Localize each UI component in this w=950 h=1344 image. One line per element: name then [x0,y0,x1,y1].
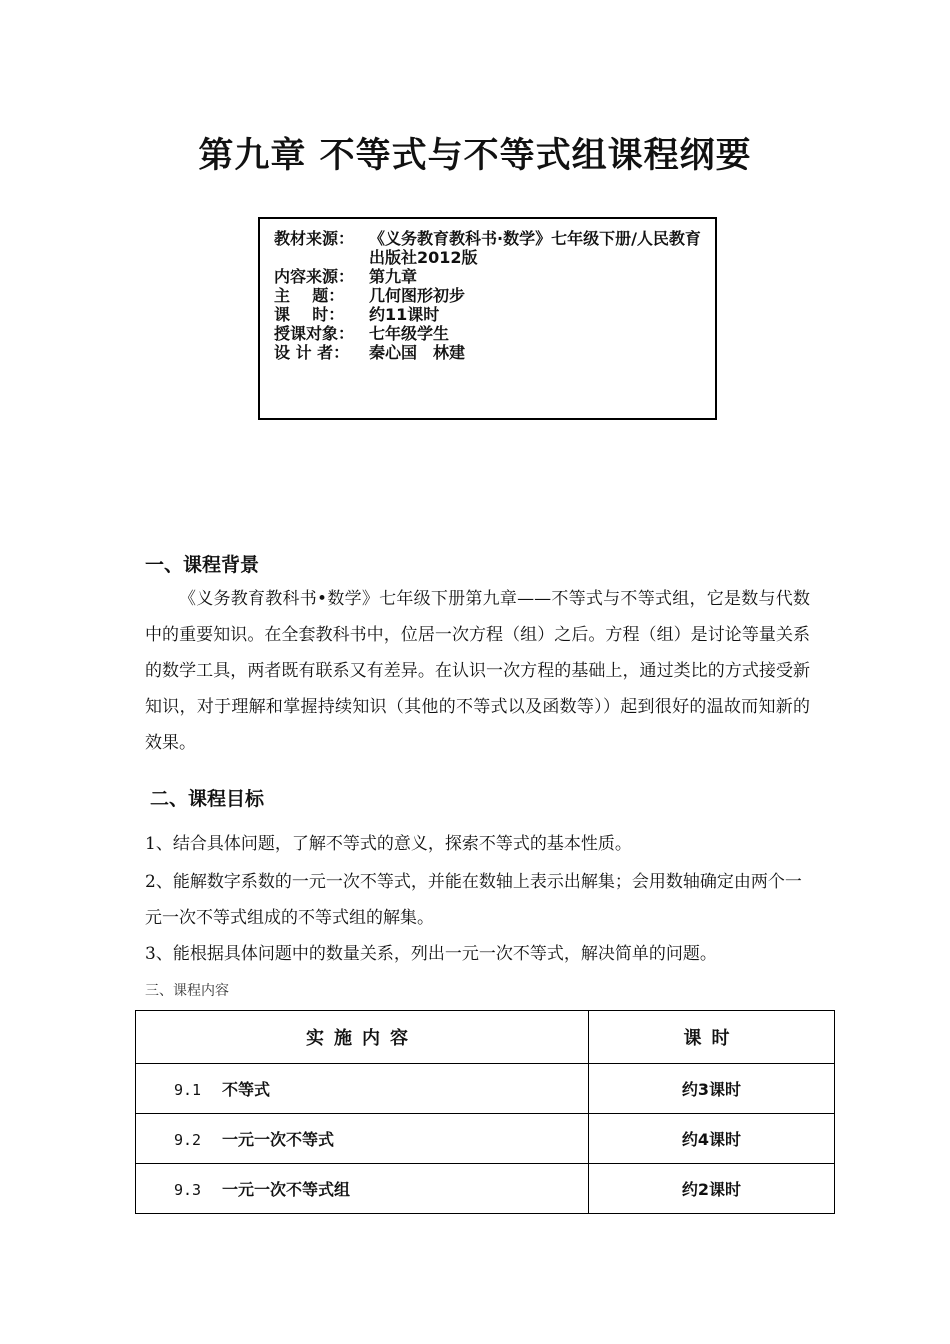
background-paragraph: 《义务教育教科书•数学》七年级下册第九章——不等式与不等式组，它是数与代数中的重要知识。在全套教科书中，位居一次方程（组）之后。方程（组）是讨论等量关系的数学工具，两者既有联系又有差异。在认识一次方程的基础上，通过类比的方式接受新知识，对于理解和掌握持续知识（其他的不等式以及函数等））起到很好的温故而知新的效果。 [145,589,810,753]
goal-item: 2、能解数字系数的一元一次不等式，并能在数轴上表示出解集；会用数轴确定由两个一元一次不等式组成的不等式组的解集。 [145,872,802,928]
info-row-hours [274,305,701,324]
section-name: 一元一次不等式 [222,1130,335,1149]
section-number: 9.3 [174,1181,202,1199]
section-name: 一元一次不等式组 [222,1180,351,1199]
info-key: 内容来源： [274,267,355,286]
info-value: 第九章 [369,267,418,286]
header-hours: 课时 [589,1011,835,1064]
info-row-topic [274,286,701,305]
table-row [136,1064,835,1114]
info-row-content-source [274,267,701,286]
info-value: 几何图形初步 [369,286,466,305]
info-key: 授课对象： [274,324,355,343]
content-table [135,1010,835,1214]
document-title: 第九章 不等式与不等式组课程纲要 [198,136,752,176]
content-cell [136,1164,589,1214]
info-key: 教材来源： [274,229,355,248]
section-heading-content: 三、课程内容 [145,983,229,999]
goal-item: 3、能根据具体问题中的数量关系，列出一元一次不等式，解决简单的问题。 [145,944,717,964]
header-content: 实施内容 [136,1011,589,1064]
info-row-audience [274,324,701,343]
section-number: 9.2 [174,1131,202,1149]
info-key: 课 时： [274,305,345,324]
section-heading-goals: 二、课程目标 [150,788,265,810]
content-cell [136,1114,589,1164]
info-row-designer [274,343,701,362]
info-value: 秦心国 林建 [369,343,466,362]
content-cell [136,1064,589,1114]
info-row-textbook [274,229,701,267]
section-number: 9.1 [174,1081,202,1099]
section-name: 不等式 [222,1080,271,1099]
section-heading-background: 一、课程背景 [145,554,260,576]
info-value: 七年级学生 [369,324,450,343]
info-key: 主 题： [274,286,345,305]
table-row [136,1164,835,1214]
goal-item: 1、结合具体问题，了解不等式的意义，探索不等式的基本性质。 [145,834,632,854]
hours-cell: 约3课时 [589,1064,835,1114]
table-header-row [136,1011,835,1064]
info-key: 设 计 者： [274,343,350,362]
info-value: 《义务教育教科书·数学》七年级下册/人民教育出版社2012版 [369,229,701,267]
info-value: 约11课时 [369,305,440,324]
hours-cell: 约2课时 [589,1164,835,1214]
table-row [136,1114,835,1164]
hours-cell: 约4课时 [589,1114,835,1164]
course-info-box [258,217,717,420]
